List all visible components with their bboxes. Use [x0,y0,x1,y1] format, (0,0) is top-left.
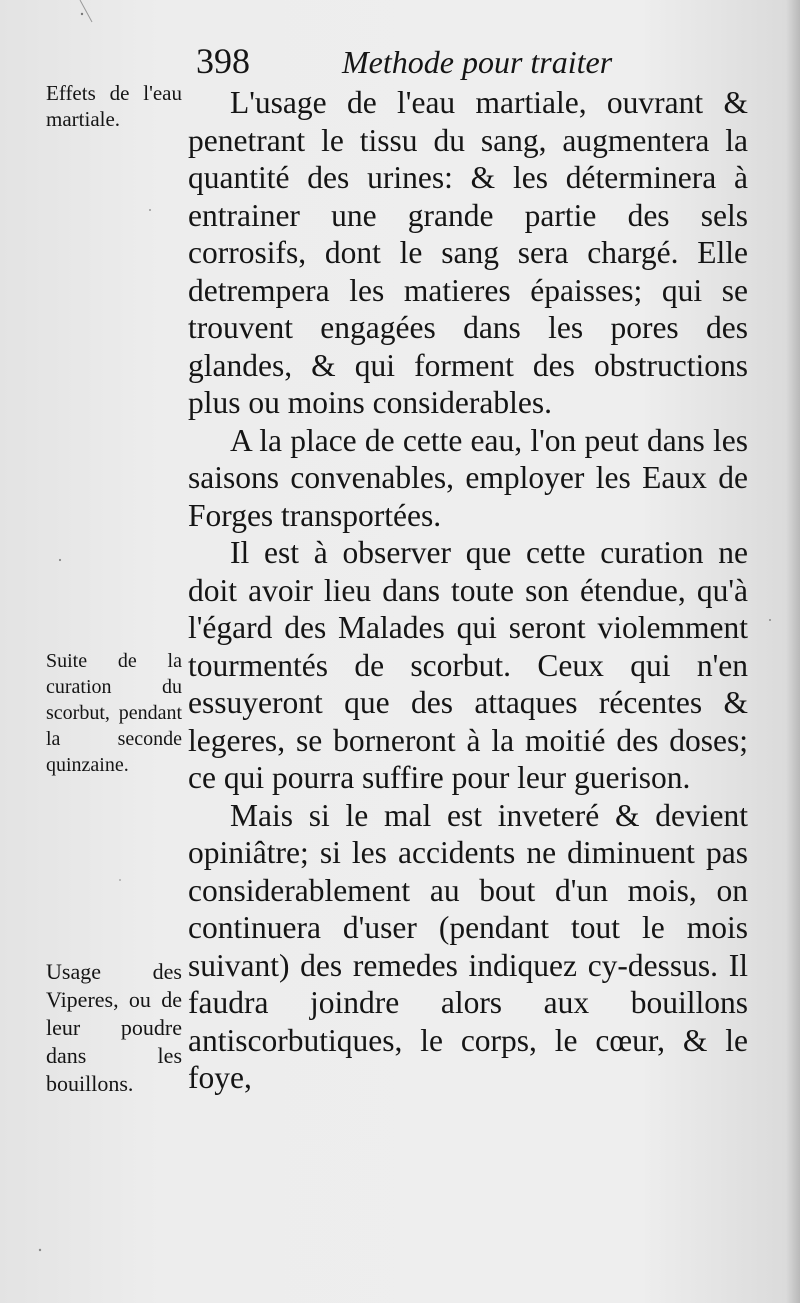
paragraph-curation: Il est à observer que cette curation ne doit avoir lieu dans toute son étendue, qu'à l'égard des Malades qui seront violemment tourmentés de scorbut. Ceux qui n'en essuyeront que des attaques récentes & legeres, se borneront à la moitié des doses; ce qui pourra suffire pour leur guerison. [188,535,748,795]
paragraph-eaux-de-forges: A la place de cette eau, l'on peut dans les saisons convenables, employer les Eaux de Forges transportées. [188,422,748,533]
page-header [0,36,800,86]
page-number: 398 [196,41,250,81]
paragraph-mal-invetere: Mais si le mal est inveteré & devient opiniâtre; si les accidents ne diminuent pas considerablement au bout d'un mois, on continuera d'user (pendant tout le mois suivant) des remedes indiquez cy-dessus. Il faudra joindre alors aux bouillons antiscorbutiques, le corps, le cœur, & le foye, [188,797,748,1095]
margin-note-usage-viperes: Usage des Viperes, ou de leur poudre dans les bouillons. [46,959,182,1096]
margin-note-suite-curation: Suite de la curation du scorbut, pendant la seconde quinzaine. [46,650,182,776]
margin-note-eau-martiale: Effets de l'eau martiale. [46,81,182,131]
running-title: Methode pour traiter [342,44,613,80]
page-edge-shadow [786,0,800,1303]
paragraph-eau-martiale: L'usage de l'eau martiale, ouvrant & penetrant le tissu du sang, augmentera la quantité des urines: & les déterminera à entrainer une grande partie des sels corrosifs, dont le sang sera chargé. Elle detrempera les matieres épaisses; qui se trouvent engagées dans les pores des glandes, & qui forment des obstructions plus ou moins considerables. [188,85,748,420]
main-text [188,84,748,1097]
